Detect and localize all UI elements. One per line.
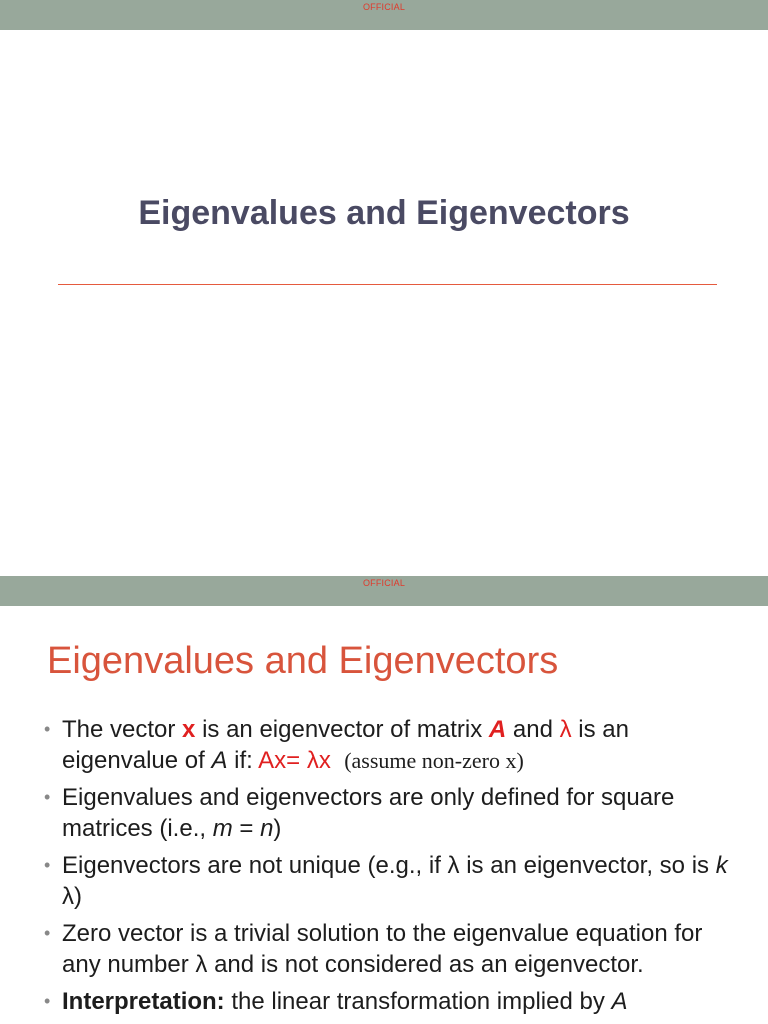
bullet-item: • The vector x is an eigenvector of matrix A and λ is an eigenvalue of A if: Ax= λx (assume non-zero x) [44,716,629,774]
top-banner [0,576,768,606]
equation-note: (assume non-zero x) [344,748,524,773]
classification-label: OFFICIAL [362,578,406,588]
bullet-icon: • [44,991,51,1011]
slide-heading: Eigenvalues and Eigenvectors [47,640,559,682]
classification-label: OFFICIAL [362,2,406,12]
bullet-icon: • [44,787,51,807]
bullet-list [44,714,744,1023]
interpretation-label: Interpretation: [62,988,225,1015]
title-divider [58,284,717,285]
lambda-symbol: λ [559,716,572,743]
top-banner [0,0,768,30]
bullet-item: • Eigenvectors are not unique (e.g., if λ is an eigenvector, so is k λ) [44,852,728,910]
bullet-item: • Zero vector is a trivial solution to the eigenvalue equation for any number λ and is not considered as an eigenvector. [44,920,703,978]
matrix-a: A [488,716,507,743]
bullet-item: • Interpretation: the linear transformation implied by A [44,988,628,1015]
bullet-icon: • [44,719,51,739]
slide-title: Eigenvalues and Eigenvectors [138,194,630,232]
bullet-icon: • [44,923,51,943]
bullet-icon: • [44,855,51,875]
eigen-equation: Ax= λx [258,747,331,774]
content-slide [0,576,768,1024]
bullet-item: • Eigenvalues and eigenvectors are only defined for square matrices (i.e., m = n) [44,784,675,842]
vector-x: x [182,716,196,743]
